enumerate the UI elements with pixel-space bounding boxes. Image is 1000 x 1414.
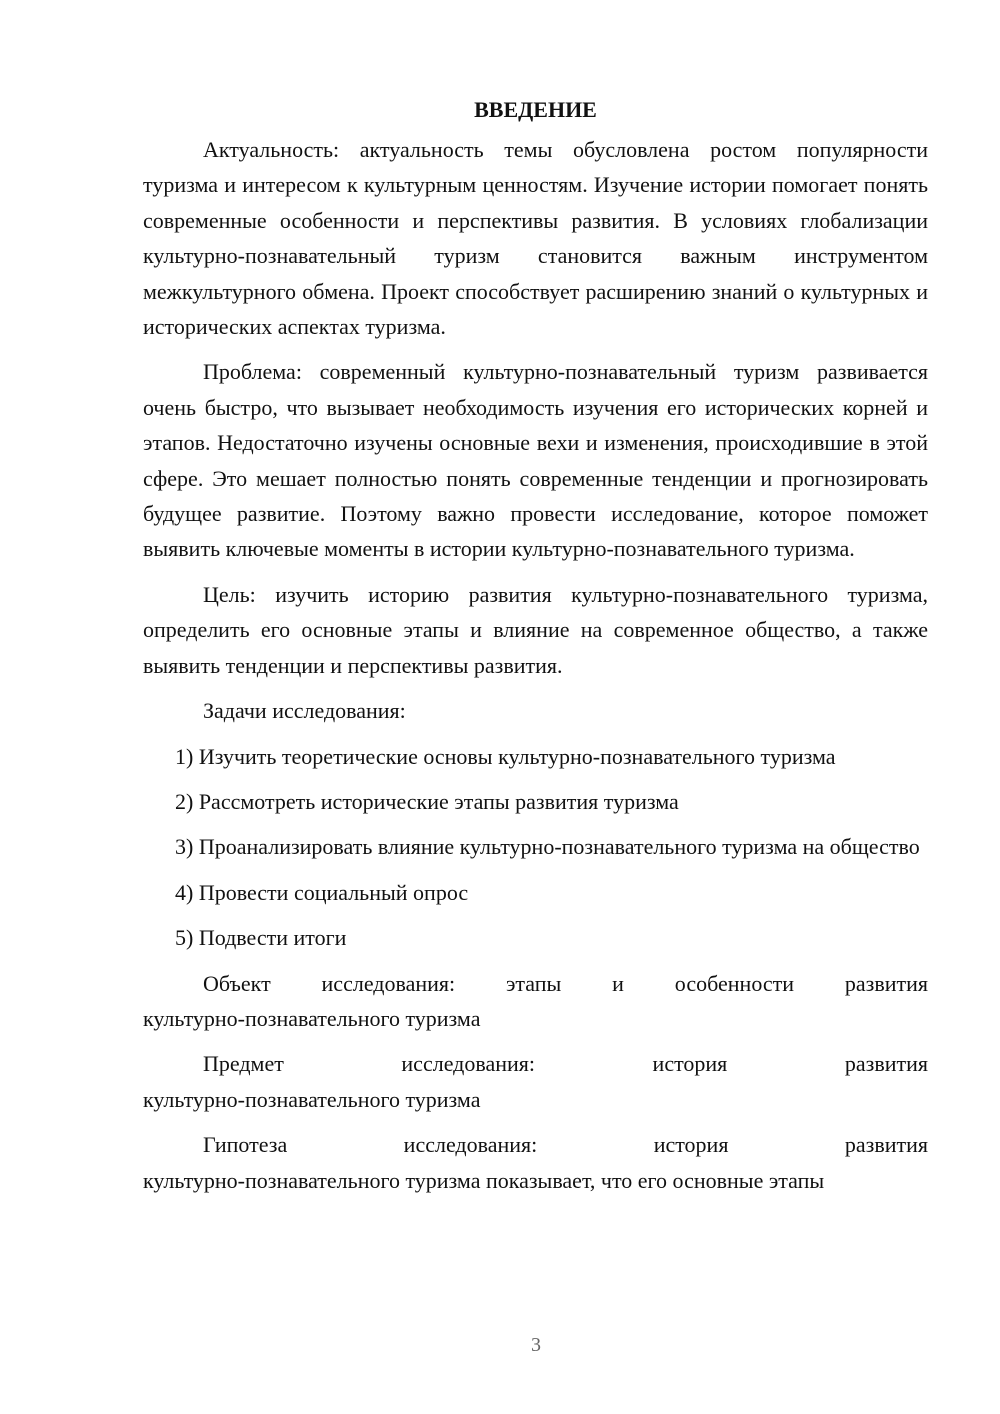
problem-paragraph: Проблема: современный культурно-познавательный туризм развивается очень быстро, что вызывает необходимость изучения его исторических корней и этапов. Недостаточно изучены основные вехи и изменения, происходившие в этой сфере. Это мешает полностью понять современные тенденции и прогнозировать будущее развитие. Поэтому важно провести исследование, которое поможет выявить ключевые моменты в истории культурно-познавательного туризма. — [143, 359, 928, 562]
research-object-continuation: культурно-познавательного туризма — [143, 1005, 481, 1031]
word: Гипотеза — [203, 1132, 288, 1158]
research-subject-continuation: культурно-познавательного туризма — [143, 1086, 481, 1112]
word: исследования: — [401, 1051, 535, 1077]
task-item: 1) Изучить теоретические основы культурно-познавательного туризма — [175, 743, 836, 769]
research-object-first-line — [143, 966, 928, 1001]
page-number: 3 — [531, 1334, 541, 1356]
hypothesis-continuation: культурно-познавательного туризма показывает, что его основные этапы — [143, 1167, 825, 1193]
task-item: 4) Провести социальный опрос — [175, 879, 469, 905]
word: история — [653, 1132, 729, 1158]
tasks-heading: Задачи исследования: — [203, 698, 406, 724]
word: развития — [844, 1132, 928, 1158]
section-title: ВВЕДЕНИЕ — [474, 97, 597, 122]
word: развития — [844, 1051, 928, 1077]
task-item: 3) Проанализировать влияние культурно-познавательного туризма на общество — [175, 834, 920, 860]
word: и — [612, 970, 624, 996]
word: Предмет — [203, 1051, 284, 1077]
word: история — [652, 1051, 728, 1077]
word: развития — [844, 970, 928, 996]
page-content — [143, 92, 928, 1208]
task-item: 2) Рассмотреть исторические этапы развития туризма — [175, 788, 679, 814]
hypothesis-paragraph — [143, 1127, 928, 1198]
hypothesis-first-line — [143, 1127, 928, 1162]
research-subject-paragraph — [143, 1046, 928, 1117]
word: исследования: — [321, 970, 456, 996]
word: особенности — [674, 970, 795, 996]
research-object-paragraph — [143, 966, 928, 1037]
goal-paragraph: Цель: изучить историю развития культурно-познавательного туризма, определить его основные этапы и влияние на современное общество, а также выявить тенденции и перспективы развития. — [143, 581, 928, 678]
word: этапы — [505, 970, 562, 996]
research-subject-first-line — [143, 1046, 928, 1081]
word: исследования: — [403, 1132, 538, 1158]
task-item: 5) Подвести итоги — [175, 925, 347, 951]
word: Объект — [203, 970, 271, 996]
relevance-paragraph: Актуальность: актуальность темы обусловлена ростом популярности туризма и интересом к культурным ценностям. Изучение истории помогает понять современные особенности и перспективы развития. В условиях глобализации культурно-познавательный туризм становится важным инструментом межкультурного обмена. Проект способствует расширению знаний о культурных и исторических аспектах туризма. — [143, 137, 928, 340]
